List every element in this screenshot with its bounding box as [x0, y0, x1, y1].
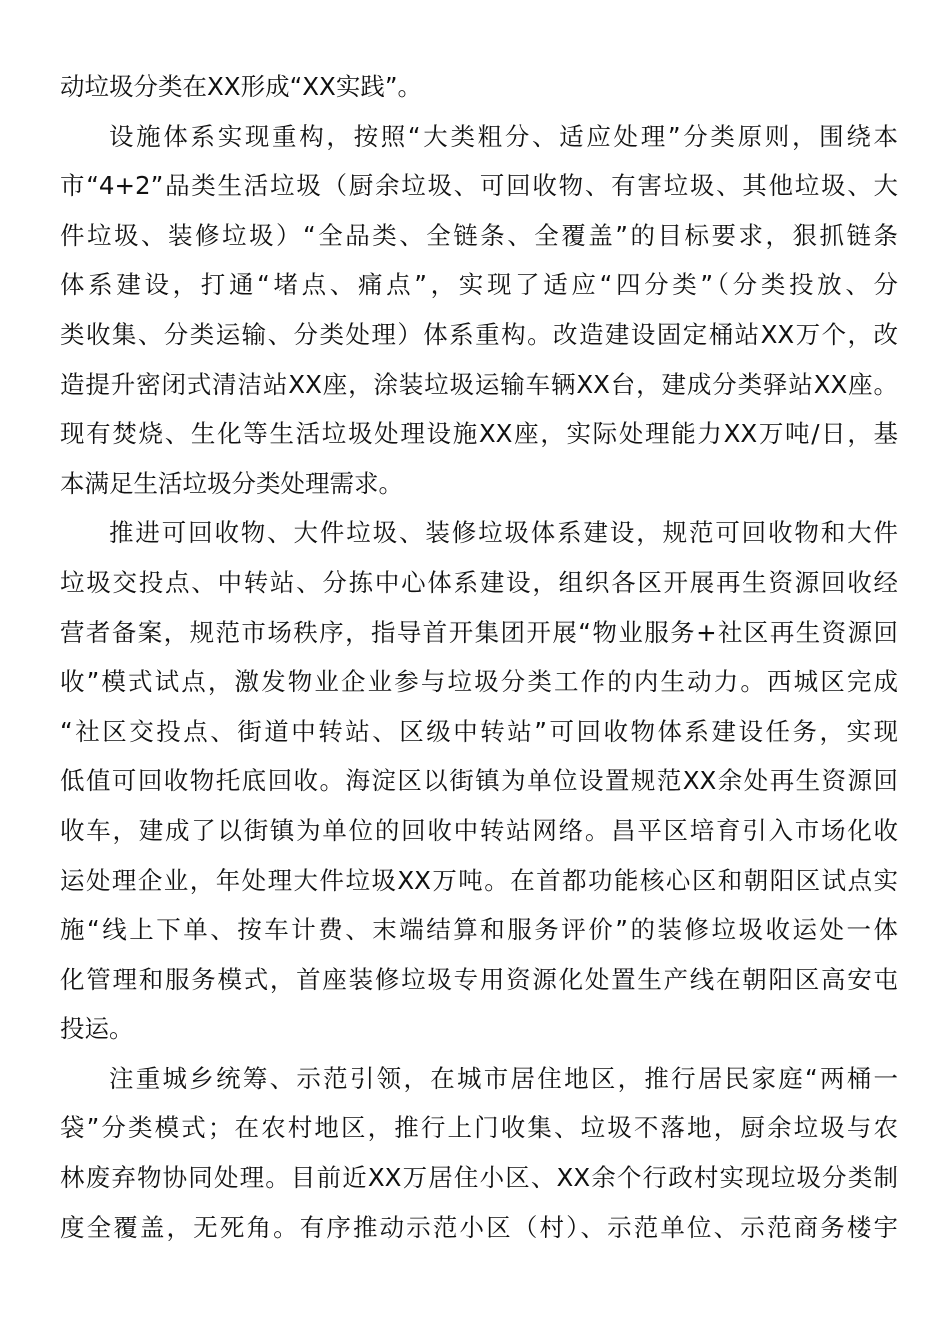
text-line: 收车，建成了以街镇为单位的回收中转站网络。昌平区培育引入市场化收	[60, 815, 898, 845]
text-line: 低值可回收物托底回收。海淀区以街镇为单位设置规范XX余处再生资源回	[60, 766, 898, 796]
text-line: 收”模式试点，激发物业企业参与垃圾分类工作的内生动力。西城区完成	[60, 667, 898, 697]
text-line: 件垃圾、装修垃圾）“全品类、全链条、全覆盖”的目标要求，狠抓链条	[60, 220, 898, 250]
text-line: 投运。	[60, 1014, 134, 1044]
text-line: 动垃圾分类在XX形成“XX实践”。	[60, 72, 423, 101]
paragraph-1	[60, 62, 898, 112]
document-page	[60, 62, 898, 1252]
text-line: 推进可回收物、大件垃圾、装修垃圾体系建设，规范可回收物和大件	[109, 518, 898, 548]
text-line: “社区交投点、街道中转站、区级中转站”可回收物体系建设任务，实现	[60, 716, 898, 746]
paragraph-4	[60, 1054, 898, 1252]
text-line: 设施体系实现重构，按照“大类粗分、适应处理”分类原则，围绕本	[109, 121, 898, 151]
text-line: 体系建设，打通“堵点、痛点”，实现了适应“四分类”（分类投放、分	[60, 270, 898, 300]
text-line: 化管理和服务模式，首座装修垃圾专用资源化处置生产线在朝阳区高安屯	[60, 964, 898, 994]
text-line: 类收集、分类运输、分类处理）体系重构。改造建设固定桶站XX万个，改	[60, 319, 898, 349]
paragraph-3	[60, 508, 898, 1054]
text-line: 营者备案，规范市场秩序，指导首开集团开展“物业服务+社区再生资源回	[60, 617, 898, 647]
text-line: 度全覆盖，无死角。有序推动示范小区（村）、示范单位、示范商务楼宇	[60, 1212, 898, 1242]
text-line: 施“线上下单、按车计费、末端结算和服务评价”的装修垃圾收运处一体	[60, 915, 898, 945]
text-line: 注重城乡统筹、示范引领，在城市居住地区，推行居民家庭“两桶一	[109, 1063, 898, 1093]
paragraph-2	[60, 112, 898, 509]
text-line: 本满足生活垃圾分类处理需求。	[60, 468, 403, 498]
text-line: 垃圾交投点、中转站、分拣中心体系建设，组织各区开展再生资源回收经	[60, 567, 898, 597]
text-line: 造提升密闭式清洁站XX座，涂装垃圾运输车辆XX台，建成分类驿站XX座。	[60, 369, 898, 399]
text-line: 现有焚烧、生化等生活垃圾处理设施XX座，实际处理能力XX万吨/日，基	[60, 419, 898, 449]
text-line: 市“4+2”品类生活垃圾（厨余垃圾、可回收物、有害垃圾、其他垃圾、大	[60, 171, 898, 201]
text-line: 运处理企业，年处理大件垃圾XX万吨。在首都功能核心区和朝阳区试点实	[60, 865, 898, 895]
text-line: 袋”分类模式；在农村地区，推行上门收集、垃圾不落地，厨余垃圾与农	[60, 1113, 898, 1143]
text-line: 林废弃物协同处理。目前近XX万居住小区、XX余个行政村实现垃圾分类制	[60, 1163, 898, 1193]
